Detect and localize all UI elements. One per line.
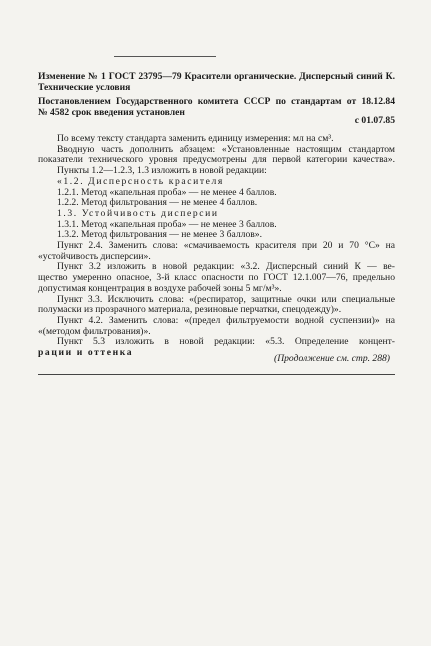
- continuation-note: (Продолжение см. стр. 288): [274, 353, 390, 364]
- header-line-1: Изменение № 1 ГОСТ 23795—79 Красители органические. Дисперсный синий К.: [38, 72, 395, 82]
- top-divider: [114, 56, 216, 57]
- body-line: допустимая концентрация в воздухе рабочей зоны 5 мг/м³».: [38, 283, 282, 294]
- effective-date: с 01.07.85: [354, 115, 395, 126]
- body-line: Пункт 3.2 изложить в новой редакции: «3.2. Дисперсный синий К — ве-: [57, 262, 395, 273]
- header-line-2: Технические условия: [38, 82, 131, 93]
- body-line: Пункт 4.2. Заменить слова: «(предел фильтруемости водной суспензии)» на: [57, 315, 395, 326]
- section-heading: 1.3. Устойчивость дисперсии: [57, 208, 219, 219]
- body-line: 1.2.2. Метод фильтрования — не менее 4 баллов.: [57, 198, 258, 209]
- body-line: 1.3.2. Метод фильтрования — не менее 3 баллов».: [57, 230, 262, 241]
- body-line: «(методом фильтрования)».: [38, 326, 151, 337]
- amendment-body: [38, 134, 395, 359]
- body-line: Пункт 2.4. Заменить слова: «смачиваемость красителя при 20 и 70 °С» на: [57, 241, 395, 252]
- body-line: Пункт 3.3. Исключить слова: «(респиратор, защитные очки или специальные: [57, 294, 395, 305]
- body-line: 1.3.1. Метод «капельная проба» — не менее 3 баллов.: [57, 219, 277, 230]
- body-line: Пункт 5.3 изложить в новой редакции: «5.3. Определение концент-: [57, 337, 395, 348]
- body-line: показатели технического уровня предусмотрены для первой категории качества».: [38, 155, 395, 166]
- body-line: 1.2.1. Метод «капельная проба» — не менее 4 баллов.: [57, 187, 277, 198]
- section-heading: рации и оттенка: [38, 348, 134, 359]
- body-line: щество умеренно опасное, 3-й класс опасности по ГОСТ 12.1.007—76, предельно: [38, 273, 395, 284]
- amendment-header: [38, 72, 395, 93]
- body-line: Пункты 1.2—1.2.3, 1.3 изложить в новой редакции:: [57, 166, 267, 177]
- body-line: полумаски из прозрачного материала, резиновые перчатки, спецодежду)».: [38, 305, 342, 316]
- body-line: Вводную часть дополнить абзацем: «Установленные настоящим стандартом: [57, 144, 395, 155]
- bottom-divider: [38, 374, 395, 375]
- body-line: По всему тексту стандарта заменить единицу измерения: мл на см³.: [57, 134, 334, 144]
- decree-line-2: № 4582 срок введения установлен: [38, 107, 185, 118]
- decree-line-1: Постановлением Государственного комитета СССР по стандартам от 18.12.84: [38, 97, 395, 107]
- section-heading: «1.2. Дисперсность красителя: [57, 176, 224, 187]
- body-line: «устойчивость дисперсии».: [38, 251, 151, 262]
